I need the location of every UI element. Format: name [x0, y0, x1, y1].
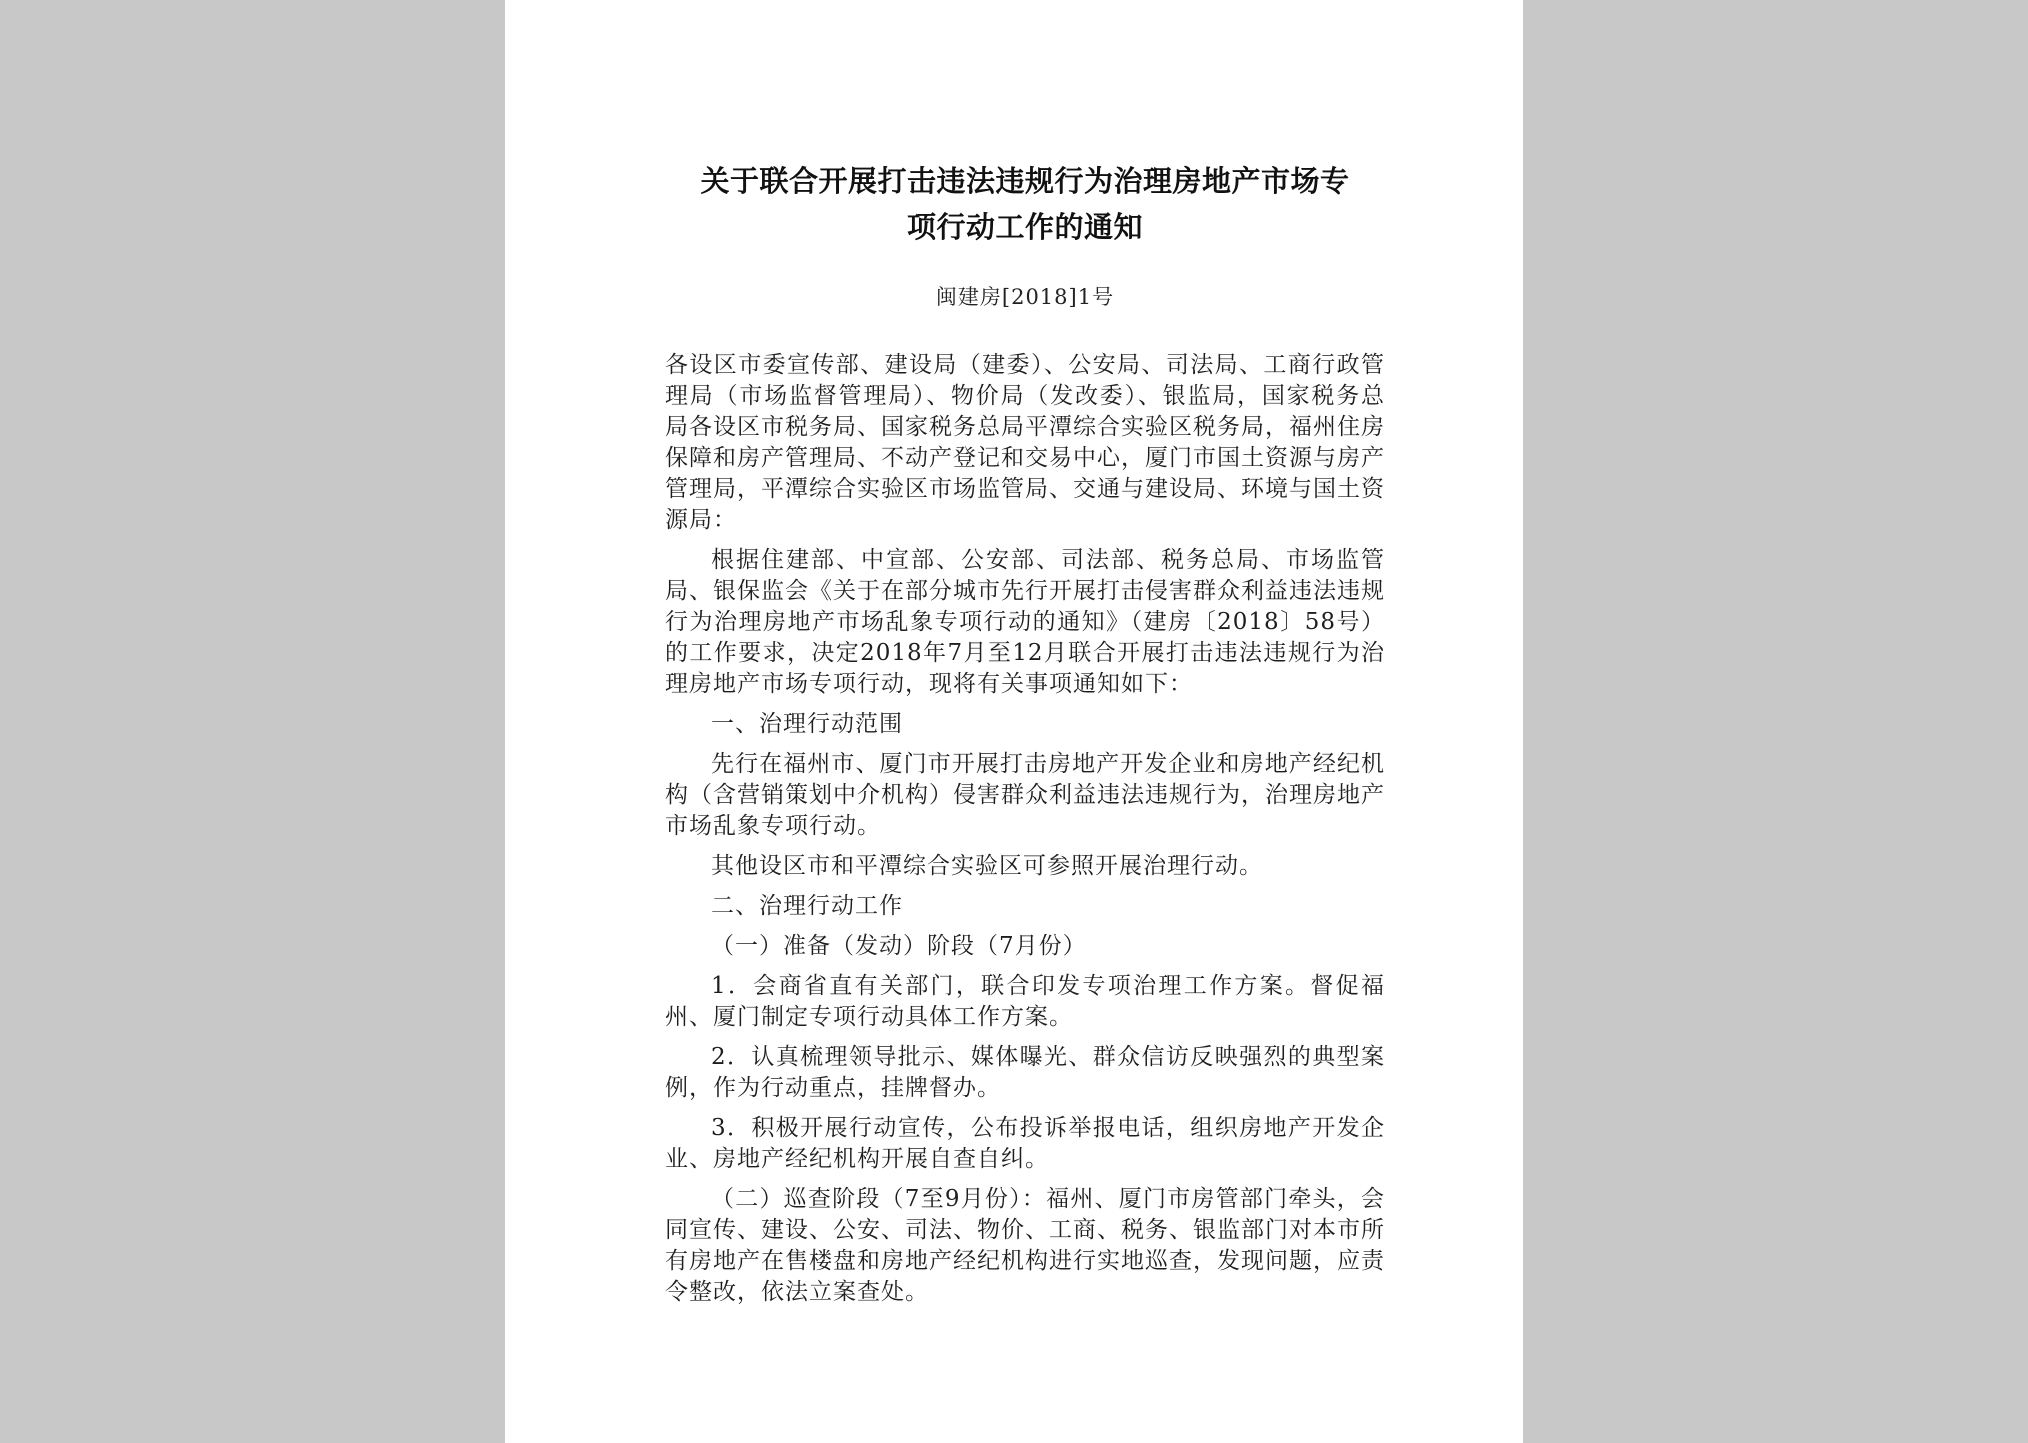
document-body — [665, 350, 1385, 1308]
intro-paragraph: 根据住建部、中宣部、公安部、司法部、税务总局、市场监管局、银保监会《关于在部分城市先行开展打击侵害群众利益违法违规行为治理房地产市场乱象专项行动的通知》（建房〔2018〕58号）的工作要求，决定2018年7月至12月联合开展打击违法违规行为治理房地产市场专项行动，现将有关事项通知如下： — [665, 547, 1385, 697]
document-page — [505, 0, 1523, 1443]
document-title — [665, 158, 1385, 250]
section-2-heading: 二、治理行动工作 — [711, 893, 903, 919]
phase-1-heading: （一）准备（发动）阶段（7月份） — [711, 933, 1087, 959]
section-1-heading: 一、治理行动范围 — [711, 711, 903, 737]
title-line-1: 关于联合开展打击违法违规行为治理房地产市场专 — [700, 164, 1350, 198]
phase-2-paragraph: （二）巡查阶段（7至9月份）：福州、厦门市房管部门牵头，会同宣传、建设、公安、司法、物价、工商、税务、银监部门对本市所有房地产在售楼盘和房地产经纪机构进行实地巡查，发现问题，应责令整改，依法立案查处。 — [665, 1186, 1385, 1305]
list-item-2: 2．认真梳理领导批示、媒体曝光、群众信访反映强烈的典型案例，作为行动重点，挂牌督办。 — [665, 1044, 1385, 1101]
list-item-1: 1．会商省直有关部门，联合印发专项治理工作方案。督促福州、厦门制定专项行动具体工作方案。 — [665, 973, 1385, 1030]
section-1-paragraph-2: 其他设区市和平潭综合实验区可参照开展治理行动。 — [711, 853, 1263, 879]
addressees-paragraph: 各设区市委宣传部、建设局（建委）、公安局、司法局、工商行政管理局（市场监督管理局）、物价局（发改委）、银监局，国家税务总局各设区市税务局、国家税务总局平潭综合实验区税务局，福州住房保障和房产管理局、不动产登记和交易中心，厦门市国土资源与房产管理局，平潭综合实验区市场监管局、交通与建设局、环境与国土资源局： — [665, 352, 1385, 533]
section-1-paragraph-1: 先行在福州市、厦门市开展打击房地产开发企业和房地产经纪机构（含营销策划中介机构）侵害群众利益违法违规行为，治理房地产市场乱象专项行动。 — [665, 751, 1385, 839]
document-content — [665, 158, 1385, 1317]
list-item-3: 3．积极开展行动宣传，公布投诉举报电话，组织房地产开发企业、房地产经纪机构开展自查自纠。 — [665, 1115, 1385, 1172]
document-number: 闽建房[2018]1号 — [935, 285, 1115, 309]
title-line-2: 项行动工作的通知 — [906, 210, 1143, 244]
